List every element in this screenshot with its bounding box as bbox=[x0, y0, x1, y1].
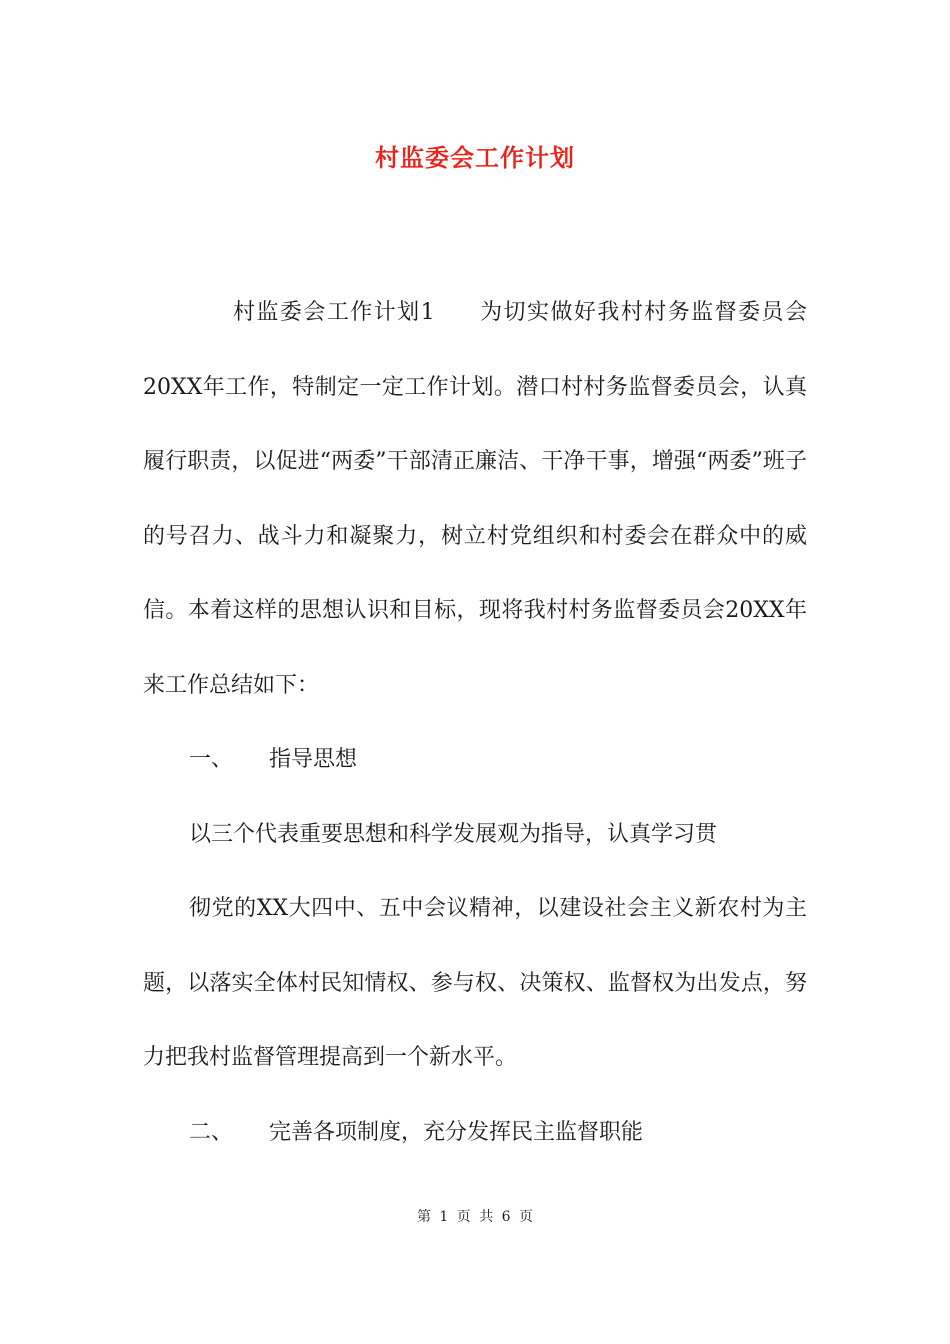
section-1-line: 以三个代表重要思想和科学发展观为指导，认真学习贯 bbox=[189, 821, 718, 847]
section-1-heading bbox=[143, 723, 807, 798]
page-footer: 第 1 页 共 6 页 bbox=[416, 1209, 534, 1225]
section-1-title: 指导思想 bbox=[269, 747, 358, 772]
intro-text: 为切实做好我村村务监督委员会20XX年工作，特制定一定工作计划。潜口村村务监督委员会，认真履行职责，以促进“两委”干部清正廉洁、干净干事，增强“两委”班子的号召力、战斗力和凝聚力，树立村党组织和村委会在群众中的威信。本着这样的思想认识和目标，现将我村村务监督委员会20XX年来工作总结如下： bbox=[143, 300, 807, 698]
section-2-title: 完善各项制度，充分发挥民主监督职能 bbox=[269, 1119, 644, 1145]
document-title: 村监委会工作计划 bbox=[375, 143, 575, 172]
intro-label: 村监委会工作计划1 bbox=[233, 300, 435, 325]
current-page-number: 1 bbox=[439, 1209, 449, 1225]
section-1-number: 一、 bbox=[189, 747, 234, 772]
section-2-heading bbox=[143, 1096, 807, 1171]
intro-paragraph bbox=[143, 276, 807, 723]
total-page-count: 6 bbox=[501, 1209, 511, 1225]
section-2-number: 二、 bbox=[189, 1119, 234, 1145]
document-body bbox=[143, 276, 807, 1170]
section-1-paragraph: 彻党的XX大四中、五中会议精神，以建设社会主义新农村为主题，以落实全体村民知情权、参与权、决策权、监督权为出发点，努力把我村监督管理提高到一个新水平。 bbox=[143, 896, 807, 1070]
